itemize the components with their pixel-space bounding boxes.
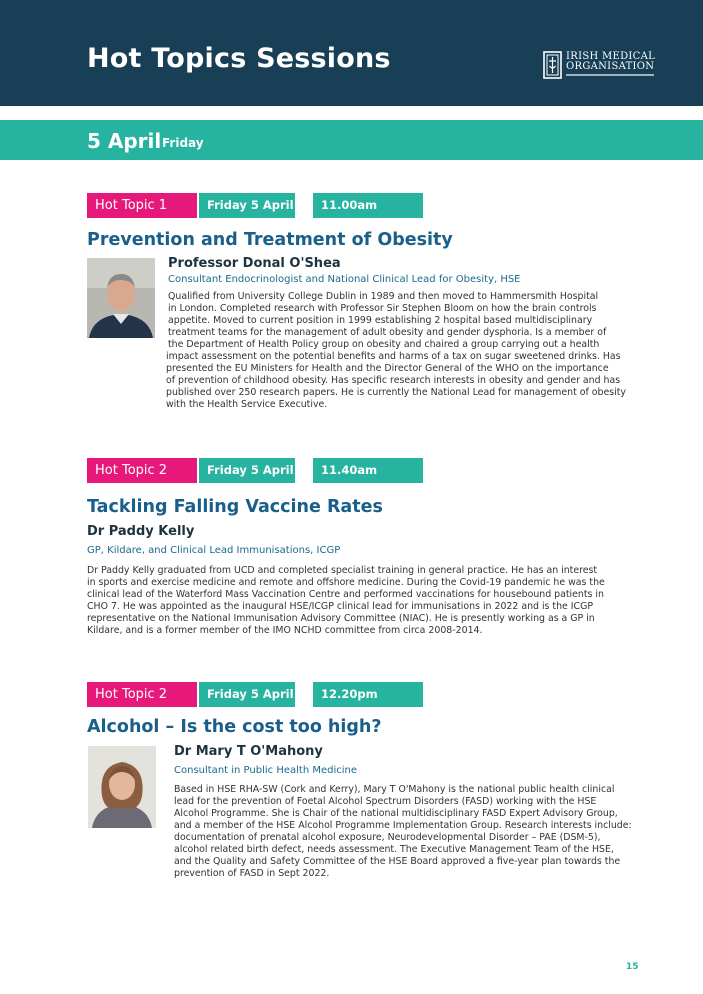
speaker-role-oshea: Consultant Endocrinologist and National Clinical Lead for Obesity, HSE [168,274,521,285]
bio-line: and the Quality and Safety Committee of the HSE Board approved a five-year plan towards the [174,856,621,867]
logo-text-line2: ORGANISATION [566,61,655,72]
bio-line: in sports and exercise medicine and remote and offshore medicine. During the Covid-19 pandemic he was the [87,577,605,588]
imo-crest-icon [543,51,562,79]
bio-line: Kildare, and is a former member of the IMO NCHD committee from circa 2008-2014. [87,625,483,636]
bio-line: the Department of Health Policy group on obesity and chaired a group carrying out a health [168,339,600,350]
time-tag: 11.00am [313,193,423,218]
bio-line: treatment teams for the management of adult obesity and gender dysphoria. Is a member of [168,327,607,338]
speaker-role-kelly: GP, Kildare, and Clinical Lead Immunisations, ICGP [87,545,341,556]
bio-line: representative on the National Immunisation Advisory Committee (NIAC). He is presently working as a GP in [87,613,595,624]
bio-line: lead for the prevention of Foetal Alcohol Spectrum Disorders (FASD) working with the HSE [174,796,597,807]
topic-tag: Hot Topic 1 [87,193,197,218]
logo-text-line1: IRISH MEDICAL [566,51,656,62]
speaker-name-oshea: Professor Donal O'Shea [168,256,341,271]
session-3-tag-row [87,682,423,707]
speaker-photo-omahony [88,746,156,828]
time-tag: 12.20pm [313,682,423,707]
page-number: 15 [626,962,639,972]
page-title: Hot Topics Sessions [87,43,391,74]
topic-tag: Hot Topic 2 [87,682,197,707]
bio-line: with the Health Service Executive. [166,399,328,410]
session-2-title: Tackling Falling Vaccine Rates [87,497,383,517]
bio-line: of prevention of childhood obesity. Has specific research interests in obesity and gender and has [166,375,621,386]
date-bar [0,120,703,160]
topic-tag: Hot Topic 2 [87,458,197,483]
bio-line: appetite. Moved to current position in 1999 establishing 2 hospital based multidisciplinary [168,315,593,326]
speaker-bio-omahony [174,784,632,880]
speaker-bio-oshea [166,291,626,411]
day-tag: Friday 5 April [199,458,295,483]
speaker-role-omahony: Consultant in Public Health Medicine [174,765,358,776]
header-banner [0,0,703,106]
session-weekday: Friday [162,136,204,150]
session-1-tag-row [87,193,423,218]
speaker-name-omahony: Dr Mary T O'Mahony [174,744,323,759]
speaker-bio-kelly [87,565,605,637]
session-2-tag-row [87,458,423,483]
session-date: 5 April [87,129,162,153]
bio-line: prevention of FASD in Sept 2022. [174,868,330,879]
speaker-name-kelly: Dr Paddy Kelly [87,524,195,539]
bio-line: Alcohol Programme. She is Chair of the national multidisciplinary FASD Expert Advisory Group, [174,808,618,819]
bio-line: presented the EU Ministers for Health and the Director General of the WHO on the importance [166,363,609,374]
bio-line: documentation of prenatal alcohol exposure, Neurodevelopmental Disorder – PAE (DSM-5), [174,832,601,843]
session-1-title: Prevention and Treatment of Obesity [87,230,453,250]
bio-line: clinical lead of the Waterford Mass Vaccination Centre and performed vaccinations for housebound patients in [87,589,604,600]
bio-line: Dr Paddy Kelly graduated from UCD and completed specialist training in general practice. He has an interest [87,565,598,576]
portrait-image [88,746,156,828]
time-tag: 11.40am [313,458,423,483]
bio-line: impact assessment on the potential benefits and harms of a tax on sugar sweetened drinks. Has [166,351,621,362]
logo-tagline-rule [566,74,654,76]
bio-line: in London. Completed research with Professor Sir Stephen Bloom on how the brain controls [168,303,597,314]
bio-line: alcohol related birth defect, needs assessment. The Executive Management Team of the HSE, [174,844,614,855]
day-tag: Friday 5 April [199,682,295,707]
speaker-photo-oshea [87,258,155,338]
bio-line: and a member of the HSE Alcohol Programme Implementation Group. Research interests include: [174,820,632,831]
session-3-title: Alcohol – Is the cost too high? [87,717,382,737]
imo-logo [543,51,661,83]
bio-line: CHO 7. He was appointed as the inaugural HSE/ICGP clinical lead for immunisations in 2022 and is the ICGP [87,601,594,612]
day-tag: Friday 5 April [199,193,295,218]
bio-line: Qualified from University College Dublin in 1989 and then moved to Hammersmith Hospital [168,291,599,302]
bio-line: Based in HSE RHA-SW (Cork and Kerry), Mary T O'Mahony is the national public health clinical [174,784,615,795]
portrait-image [87,258,155,338]
bio-line: published over 250 research papers. He is currently the National Lead for management of obesity [166,387,626,398]
